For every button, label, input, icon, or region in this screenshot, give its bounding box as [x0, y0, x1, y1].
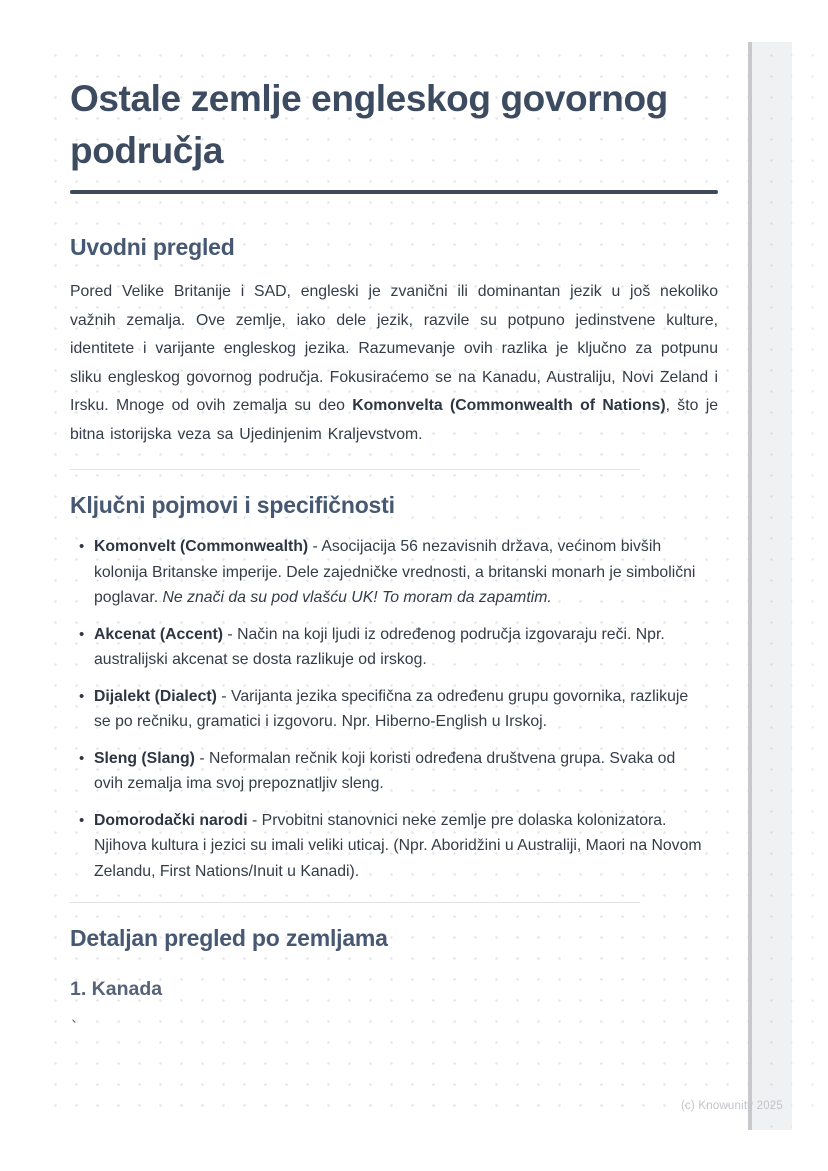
far-page-edge — [792, 42, 828, 1120]
list-item — [70, 684, 706, 735]
term-label: Komonvelt (Commonwealth) — [94, 538, 309, 555]
intro-paragraph — [70, 278, 718, 449]
page-title: Ostale zemlje engleskog govornog područja — [70, 78, 668, 171]
section-divider — [70, 902, 640, 903]
term-definition: Prvobitni stanovnici neke zemlje pre dolaska kolonizatora. Njihova kultura i jezici su imali veliki uticaj. (Npr. Aboridžini u Australiji, Maori na Novom Zelandu, First Nations/Inuit u Kanadi). — [94, 811, 702, 880]
subsection-heading-kanada: 1. Kanada — [70, 978, 163, 1000]
term-separator: - — [223, 625, 238, 643]
term-label: Akcenat (Accent) — [94, 625, 224, 643]
list-item — [70, 622, 706, 673]
page-content — [42, 73, 749, 1036]
term-definition: Varijanta jezika specifična za određenu grupu govornika, razlikuje se po rečniku, gramatici i izgovoru. Npr. Hiberno-English u Irskoj. — [94, 687, 689, 730]
term-label: Dijalekt (Dialect) — [94, 687, 217, 705]
copyright-watermark: (c) Knowunity 2025 — [680, 1100, 783, 1112]
intro-text-before: Pored Velike Britanije i SAD, engleski je zvanični ili dominantan jezik u još nekoliko važnih zemalja. Ove zemlje, iako dele jezik, razvile su potpuno jedinstvene kulture, identitete i varijante engleskog jezika. Razumevanje ovih razlika je ključno za potpunu sliku engleskog govornog područja. Fokusiraćemo se na Kanadu, Australiju, Novi Zeland i Irsku. Mnoge od ovih zemalja su deo — [70, 283, 718, 414]
intro-text-after: , što je bitna istorijska veza sa Ujedinjenim Kraljevstvom. — [70, 397, 719, 443]
bullet-icon: • — [79, 687, 85, 705]
bullet-icon: • — [79, 811, 85, 829]
key-terms-list — [70, 534, 706, 884]
stray-backtick-mark: ` — [70, 1018, 80, 1036]
list-item — [70, 746, 706, 797]
bullet-icon: • — [79, 749, 85, 767]
term-separator: - — [247, 811, 262, 829]
section-divider — [70, 469, 640, 470]
section-heading-key-terms: Ključni pojmovi i specifičnosti — [70, 492, 395, 518]
list-item — [70, 808, 706, 885]
term-separator: - — [308, 538, 322, 555]
term-note-italic: Ne znači da su pod vlašću UK! To moram da zapamtim. — [162, 589, 552, 606]
bullet-icon: • — [79, 625, 85, 643]
list-item — [70, 534, 706, 611]
title-underline — [70, 190, 718, 194]
notebook-sheet — [42, 42, 749, 1120]
term-definition: Način na koji ljudi iz određenog područja izgovaraju reči. Npr. australijski akcenat se dosta razlikuje od irskog. — [94, 625, 665, 668]
term-label: Sleng (Slang) — [94, 749, 195, 767]
section-heading-intro: Uvodni pregled — [70, 234, 235, 260]
term-separator: - — [216, 687, 231, 705]
section-heading-detail: Detaljan pregled po zemljama — [70, 925, 388, 951]
term-definition: Neformalan rečnik koji koristi određena društvena grupa. Svaka od ovih zemalja ima svoj prepoznatljiv sleng. — [94, 749, 676, 792]
term-label: Domorodački narodi — [94, 811, 248, 829]
bullet-icon: • — [79, 538, 85, 555]
next-page-edge — [752, 42, 792, 1130]
term-definition: Asocijacija 56 nezavisnih država, većinom bivših kolonija Britanske imperije. Dele zajedničke vrednosti, a britanski monarh je simbolični poglavar. — [94, 538, 696, 606]
intro-bold-term: Komonvelta (Commonwealth of Nations) — [352, 397, 666, 414]
term-separator: - — [194, 749, 209, 767]
